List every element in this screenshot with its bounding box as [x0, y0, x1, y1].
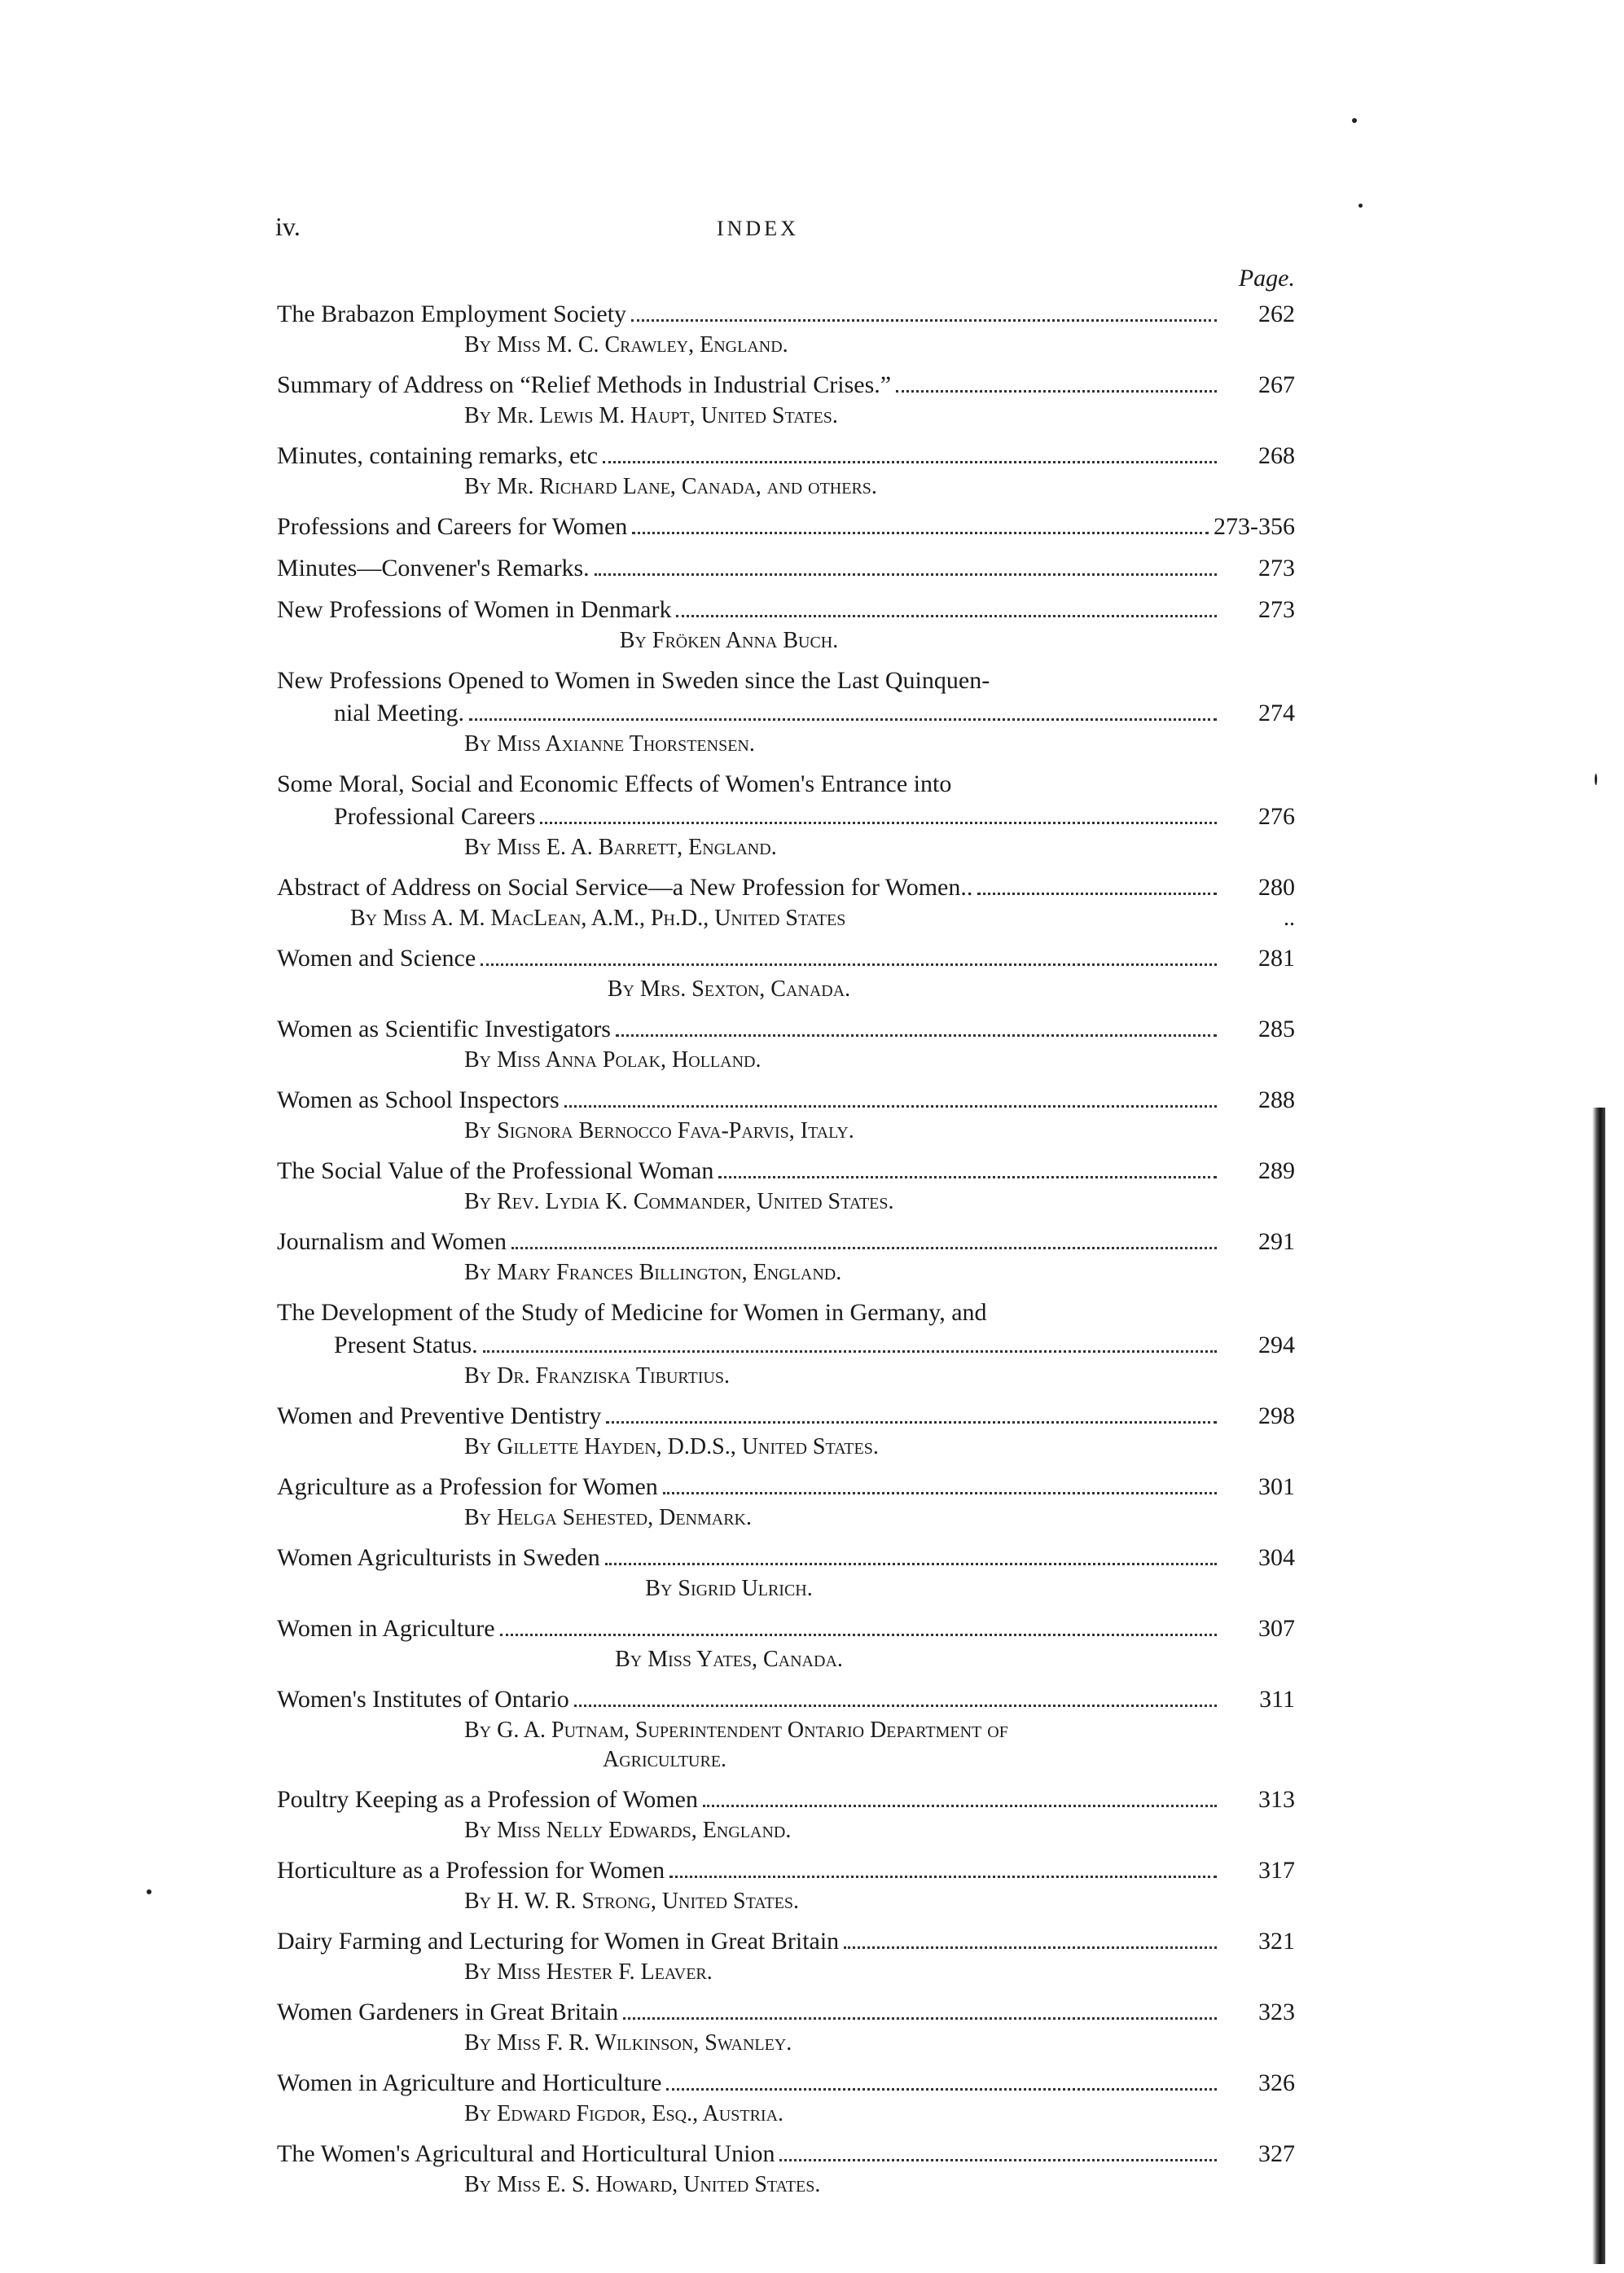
page-number: 301 — [1258, 1473, 1295, 1500]
page-number: 327 — [1258, 2140, 1295, 2167]
page-number: 294 — [1258, 1332, 1295, 1358]
entry-title: Present Status. — [334, 1332, 478, 1358]
entry-title: Women and Science — [277, 945, 476, 972]
dot-leader — [623, 2017, 1217, 2020]
entry-title-first-line: Some Moral, Social and Economic Effects of Women's Entrance into — [277, 770, 952, 797]
index-entry — [277, 1155, 1295, 1217]
entry-title: Women Agriculturists in Sweden — [277, 1544, 600, 1571]
entry-title-first-line: New Professions Opened to Women in Sweden since the Last Quinquen- — [277, 667, 990, 694]
entry-title-line — [277, 801, 1295, 833]
dot-leader — [574, 1705, 1217, 1707]
dot-leader — [663, 1492, 1217, 1494]
entry-title-line — [277, 2138, 1295, 2170]
index-entry — [277, 298, 1295, 360]
page-number: 267 — [1258, 371, 1295, 398]
entry-author: By Miss M. C. Crawley, England. — [464, 332, 788, 358]
running-title: INDEX — [717, 217, 799, 240]
dot-leader — [779, 2159, 1217, 2161]
index-entry — [277, 942, 1295, 1004]
entry-title: Journalism and Women — [277, 1228, 507, 1255]
dot-leader — [666, 2088, 1217, 2091]
dot-leader — [540, 822, 1217, 824]
index-entry — [277, 1925, 1295, 1987]
index-entry — [277, 1542, 1295, 1604]
entry-author: By Signora Bernocco Fava-Parvis, Italy. — [464, 1118, 854, 1143]
page-number: 326 — [1258, 2069, 1295, 2096]
entry-author-page-mark: .. — [1284, 906, 1295, 931]
index-entry — [277, 511, 1295, 543]
dot-leader — [896, 390, 1217, 393]
entry-author: By Miss E. S. Howard, United States. — [464, 2172, 821, 2197]
page-number: 273-356 — [1214, 513, 1295, 540]
entry-author-continuation: Agriculture. — [603, 1747, 727, 1772]
print-speck — [1595, 774, 1597, 785]
entry-title-line — [277, 298, 1295, 331]
entry-title: Abstract of Address on Social Service—a New Profession for Women.. — [277, 874, 973, 901]
index-entry — [277, 871, 1295, 933]
page-number: 268 — [1258, 442, 1295, 469]
index-entry — [277, 552, 1295, 585]
entry-title-line — [277, 1329, 1295, 1362]
entry-title-line — [277, 1155, 1295, 1187]
entry-title: The Women's Agricultural and Horticultural Union — [277, 2140, 775, 2167]
entry-title-line — [277, 2067, 1295, 2100]
entry-title-first-line: The Development of the Study of Medicine for Women in Germany, and — [277, 1299, 987, 1326]
entry-title-line — [277, 440, 1295, 472]
entry-title: nial Meeting. — [334, 700, 464, 726]
entry-title: Women's Institutes of Ontario — [277, 1686, 569, 1713]
entry-author: By Mary Frances Billington, England. — [464, 1260, 842, 1285]
page-number: 280 — [1258, 874, 1295, 901]
index-entry — [277, 1613, 1295, 1674]
entry-title: Dairy Farming and Lecturing for Women in Great Britain — [277, 1928, 840, 1955]
entry-title-line — [277, 511, 1295, 543]
entry-author: By Helga Sehested, Denmark. — [464, 1505, 752, 1530]
entry-author: By Sigrid Ulrich. — [645, 1576, 813, 1601]
index-entry — [277, 1996, 1295, 2058]
entry-title-line — [277, 1925, 1295, 1958]
entry-title-line — [277, 1013, 1295, 1046]
page-column-label: Page. — [1238, 265, 1295, 292]
entry-title: The Social Value of the Professional Woman — [277, 1157, 714, 1184]
entry-title: Poultry Keeping as a Profession of Women — [277, 1786, 698, 1813]
dot-leader — [977, 893, 1217, 895]
page-number: 298 — [1258, 1402, 1295, 1429]
page-number: 288 — [1258, 1086, 1295, 1113]
dot-leader — [669, 1876, 1217, 1878]
entry-author: By G. A. Putnam, Superintendent Ontario Department of — [464, 1718, 1008, 1743]
page-number: 313 — [1258, 1786, 1295, 1813]
entry-author: By Miss Axianne Thorstensen. — [464, 731, 755, 757]
entry-author — [277, 904, 1295, 933]
entry-title: Professions and Careers for Women — [277, 513, 628, 540]
entry-title-line — [277, 1471, 1295, 1503]
entry-author: By Edward Figdor, Esq., Austria. — [464, 2101, 784, 2126]
entry-title: Agriculture as a Profession for Women — [277, 1473, 658, 1500]
entry-title: Professional Careers — [334, 803, 536, 830]
dot-leader — [469, 718, 1217, 721]
page-binding-edge — [1592, 1108, 1605, 2264]
entry-title-line — [277, 594, 1295, 626]
index-entry — [277, 1400, 1295, 1462]
index-entries — [277, 298, 1295, 2209]
entry-author: By Miss Hester F. Leaver. — [464, 1959, 713, 1985]
page-number: 289 — [1258, 1157, 1295, 1184]
dot-leader — [616, 1034, 1217, 1037]
dot-leader — [606, 1421, 1217, 1424]
dot-leader — [718, 1176, 1217, 1178]
entry-author: By Miss Anna Polak, Holland. — [464, 1047, 762, 1073]
entry-title-line — [277, 552, 1295, 585]
page-number: 273 — [1258, 596, 1295, 623]
entry-title-line — [277, 369, 1295, 402]
entry-author-name: By Miss A. M. MacLean, A.M., Ph.D., United States — [350, 906, 846, 931]
dot-leader — [676, 615, 1217, 617]
index-entry — [277, 1854, 1295, 1916]
entry-title-line — [277, 1854, 1295, 1887]
entry-title: Summary of Address on “Relief Methods in Industrial Crises.” — [277, 371, 892, 398]
entry-title-line — [277, 871, 1295, 904]
entry-title-line — [277, 1400, 1295, 1433]
page-number: 304 — [1258, 1544, 1295, 1571]
index-entry — [277, 1226, 1295, 1288]
index-entry — [277, 369, 1295, 431]
dot-leader — [632, 532, 1209, 534]
dot-leader — [844, 1946, 1217, 1949]
index-entry — [277, 594, 1295, 656]
page-number: 321 — [1258, 1928, 1295, 1955]
index-entry — [277, 2138, 1295, 2200]
print-speck — [1358, 204, 1363, 208]
entry-title-line — [277, 1226, 1295, 1258]
entry-title-line — [277, 1683, 1295, 1716]
index-entry — [277, 1013, 1295, 1075]
page-numeral: iv. — [275, 212, 301, 241]
entry-title-line — [277, 1996, 1295, 2029]
index-entry — [277, 1784, 1295, 1845]
entry-title: Minutes, containing remarks, etc — [277, 442, 599, 469]
dot-leader — [500, 1634, 1217, 1636]
index-entry — [277, 2067, 1295, 2129]
page-number: 307 — [1258, 1615, 1295, 1642]
entry-title: Women and Preventive Dentistry — [277, 1402, 602, 1429]
dot-leader — [605, 1563, 1217, 1565]
entry-author: By Miss Yates, Canada. — [615, 1647, 843, 1672]
entry-title-line — [277, 697, 1295, 730]
entry-author: By Miss Nelly Edwards, England. — [464, 1818, 792, 1843]
dot-leader — [703, 1805, 1217, 1807]
page-number: 281 — [1258, 945, 1295, 972]
page-number: 291 — [1258, 1228, 1295, 1255]
print-speck — [147, 1889, 151, 1894]
dot-leader — [603, 461, 1217, 463]
page-number: 317 — [1258, 1857, 1295, 1884]
page-number: 276 — [1258, 803, 1295, 830]
entry-title: Women in Agriculture — [277, 1615, 495, 1642]
index-entry — [277, 1084, 1295, 1146]
entry-title-line — [277, 1084, 1295, 1117]
page-number: 262 — [1258, 301, 1295, 327]
entry-title: Women Gardeners in Great Britain — [277, 1999, 619, 2025]
index-entry — [277, 1683, 1295, 1775]
entry-title: Women in Agriculture and Horticulture — [277, 2069, 662, 2096]
entry-author: By H. W. R. Strong, United States. — [464, 1889, 799, 1914]
entry-title: Minutes—Convener's Remarks. — [277, 555, 590, 581]
print-speck — [1352, 118, 1357, 123]
entry-author: By Miss E. A. Barrett, England. — [464, 835, 777, 860]
entry-author: By Gillette Hayden, D.D.S., United States. — [464, 1434, 879, 1459]
page-number: 285 — [1258, 1016, 1295, 1042]
page-number: 311 — [1259, 1686, 1295, 1713]
entry-title: The Brabazon Employment Society — [277, 301, 627, 327]
entry-title: Horticulture as a Profession for Women — [277, 1857, 665, 1884]
index-entry — [277, 768, 1295, 862]
index-entry — [277, 1471, 1295, 1533]
dot-leader — [595, 573, 1217, 576]
page-number: 323 — [1258, 1999, 1295, 2025]
entry-title-line — [277, 1784, 1295, 1816]
page-number: 273 — [1258, 555, 1295, 581]
dot-leader — [631, 319, 1217, 322]
entry-author: By Dr. Franziska Tiburtius. — [464, 1363, 730, 1389]
entry-author: By Mrs. Sexton, Canada. — [607, 976, 851, 1002]
entry-title: New Professions of Women in Denmark — [277, 596, 672, 623]
index-entry — [277, 440, 1295, 502]
dot-leader — [483, 1350, 1217, 1353]
entry-author: By Fröken Anna Buch. — [619, 628, 839, 653]
dot-leader — [511, 1247, 1217, 1249]
entry-author: By Mr. Richard Lane, Canada, and others. — [464, 474, 877, 499]
entry-title-line — [277, 1542, 1295, 1574]
entry-author: By Miss F. R. Wilkinson, Swanley. — [464, 2030, 792, 2056]
entry-title: Women as Scientific Investigators — [277, 1016, 611, 1042]
entry-title-line — [277, 1613, 1295, 1645]
index-entry — [277, 1297, 1295, 1391]
entry-title: Women as School Inspectors — [277, 1086, 560, 1113]
entry-author: By Rev. Lydia K. Commander, United States. — [464, 1189, 894, 1214]
dot-leader — [564, 1105, 1217, 1108]
dot-leader — [481, 963, 1217, 966]
index-entry — [277, 665, 1295, 759]
entry-author: By Mr. Lewis M. Haupt, United States. — [464, 403, 838, 428]
entry-title-line — [277, 942, 1295, 975]
page-number: 274 — [1258, 700, 1295, 726]
